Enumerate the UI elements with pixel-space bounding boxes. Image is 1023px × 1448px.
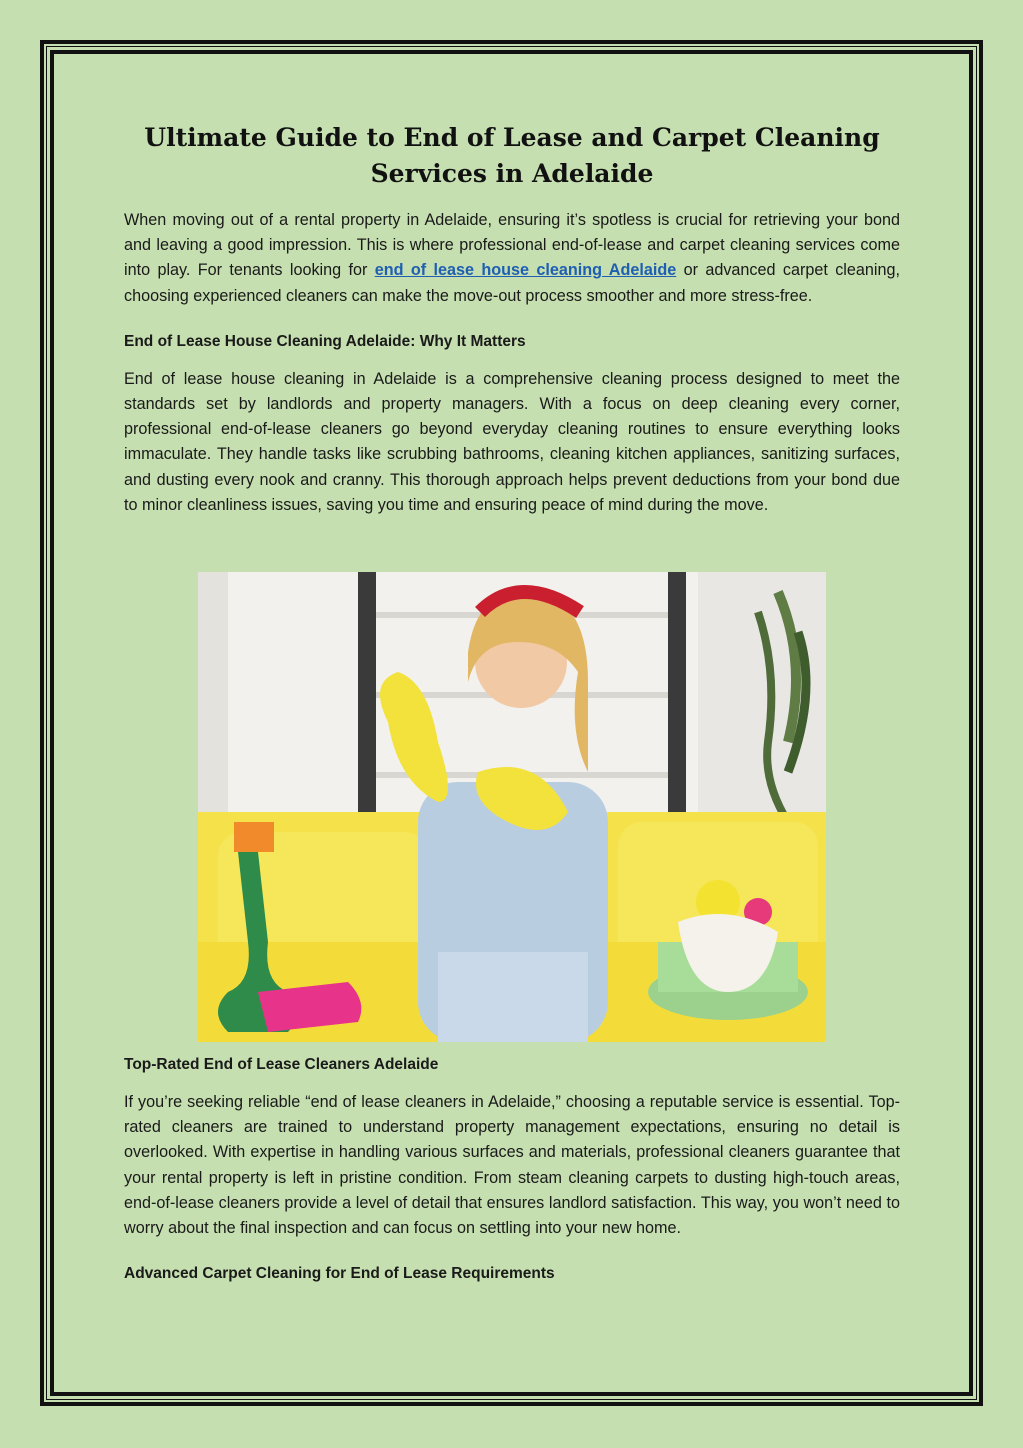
cleaner-photo [198, 572, 826, 1042]
section-paragraph-why-it-matters: End of lease house cleaning in Adelaide is a comprehensive cleaning process designed to meet the standards set by landlords and property managers. With a focus on deep cleaning every corner, professional end-of-lease cleaners go beyond everyday cleaning routines to ensure everything looks immaculate. They handle tasks like scrubbing bathrooms, cleaning kitchen appliances, sanitizing surfaces, and dusting every nook and cranny. This thorough approach helps prevent deductions from your bond due to minor cleanliness issues, saving you time and ensuring peace of mind during the move. [124, 369, 900, 514]
intro-paragraph [124, 208, 900, 309]
article [124, 120, 900, 1283]
article-title: Ultimate Guide to End of Lease and Carpet Cleaning Services in Adelaide [144, 123, 880, 188]
section-paragraph-top-rated: If you’re seeking reliable “end of lease cleaners in Adelaide,” choosing a reputable service is essential. Top-rated cleaners are trained to understand property management expectations, ensuring no detail is overlooked. With expertise in handling various surfaces and materials, professional cleaners guarantee that your rental property is left in pristine condition. From steam cleaning carpets to dusting high-touch areas, end-of-lease cleaners provide a level of detail that ensures landlord satisfaction. This way, you won’t need to worry about the final inspection and can focus on settling into your new home. [124, 1093, 900, 1238]
section-heading-why-it-matters: End of Lease House Cleaning Adelaide: Why It Matters [124, 332, 526, 350]
intro-text-start: When moving out of a rental property in Adelaide, ensuring it’s spotless is crucial for retrieving your bond and leaving a good impression. This is where professional end-of-lease and carpet cleaning services come into play. For tenants looking for [124, 211, 900, 280]
intro-text-end: or advanced carpet cleaning, choosing experienced cleaners can make the move-out process smoother and more stress-free. [124, 261, 900, 305]
section-heading-top-rated: Top-Rated End of Lease Cleaners Adelaide [124, 1056, 439, 1073]
after-photo-section [124, 1054, 900, 1299]
section-heading-carpet-cleaning: Advanced Carpet Cleaning for End of Lease Requirements [124, 1265, 555, 1283]
end-of-lease-cleaning-link[interactable]: end of lease house cleaning Adelaide [374, 261, 677, 280]
